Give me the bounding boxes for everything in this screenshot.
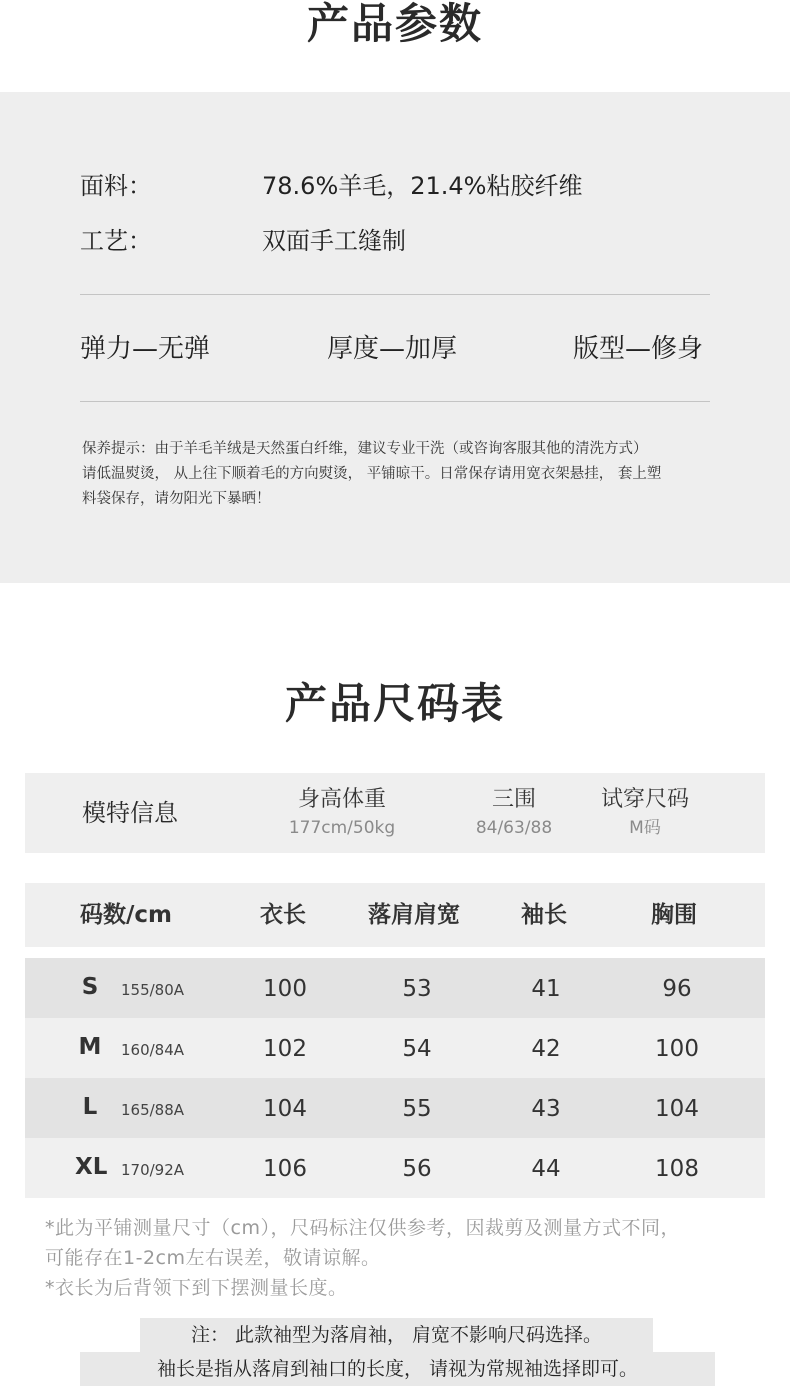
chest-value: 96 (662, 976, 692, 1002)
note-line: *此为平铺测量尺寸（cm），尺码标注仅供参考，因裁剪及测量方式不同， (45, 1217, 680, 1239)
header-chest: 胸围 (651, 902, 697, 928)
sleeve-note-box: 袖长是指从落肩到袖口的长度， 请视为常规袖选择即可。 (80, 1352, 715, 1386)
chest-value: 100 (655, 1036, 699, 1062)
craft-label: 工艺： (80, 227, 152, 255)
model-col-value: 177cm/50kg (288, 818, 396, 838)
shoulder-value: 53 (402, 976, 432, 1002)
size-code: S (81, 974, 99, 1000)
size-table-header (25, 883, 765, 947)
header-size: 码数/cm (80, 902, 172, 928)
divider (80, 401, 710, 402)
sleeve-value: 42 (531, 1036, 561, 1062)
chest-value: 108 (655, 1156, 699, 1182)
size-chart-title: 产品尺码表 (284, 679, 505, 728)
params-title: 产品参数 (306, 0, 483, 48)
model-height-weight (275, 785, 409, 841)
model-col-title: 试穿尺码 (600, 787, 689, 812)
length-value: 102 (263, 1036, 307, 1062)
elasticity-attr: 弹力—无弹 (80, 334, 211, 364)
model-measurements (455, 785, 573, 841)
fit-attr: 版型—修身 (573, 334, 704, 364)
params-panel (0, 92, 790, 583)
care-line: 保养提示：由于羊毛羊绒是天然蛋白纤维，建议专业干洗（或咨询客服其他的清洗方式） (82, 441, 648, 457)
model-trial-size (585, 785, 705, 841)
model-info-label: 模特信息 (82, 799, 178, 827)
size-height: 155/80A (121, 981, 185, 999)
care-instructions (82, 437, 722, 512)
length-value: 104 (263, 1096, 307, 1122)
fabric-label: 面料： (80, 172, 152, 200)
table-row (25, 1138, 765, 1198)
size-height: 170/92A (121, 1161, 185, 1179)
thickness-attr: 厚度—加厚 (327, 334, 458, 364)
size-code: XL (75, 1154, 108, 1180)
size-height: 165/88A (121, 1101, 185, 1119)
model-col-value: M码 (629, 818, 661, 838)
sleeve-value: 41 (531, 976, 561, 1002)
table-row (25, 1018, 765, 1078)
header-shoulder: 落肩肩宽 (368, 902, 460, 928)
header-length: 衣长 (260, 902, 306, 928)
shoulder-value: 54 (402, 1036, 432, 1062)
header-sleeve: 袖长 (521, 902, 567, 928)
size-height: 160/84A (121, 1041, 185, 1059)
craft-value: 双面手工缝制 (262, 227, 406, 255)
fabric-value: 78.6%羊毛，21.4%粘胶纤维 (262, 172, 583, 200)
sleeve-value: 44 (531, 1156, 561, 1182)
divider (80, 294, 710, 295)
length-value: 100 (263, 976, 307, 1002)
chest-value: 104 (655, 1096, 699, 1122)
size-code: M (78, 1034, 102, 1060)
model-info-bar (25, 773, 765, 853)
size-code: L (82, 1094, 98, 1120)
care-line: 料袋保存，请勿阳光下暴晒！ (82, 491, 271, 507)
table-row (25, 958, 765, 1018)
length-value: 106 (263, 1156, 307, 1182)
note-line: 可能存在1-2cm左右误差，敬请谅解。 (45, 1247, 381, 1269)
model-col-title: 身高体重 (297, 787, 386, 812)
shoulder-value: 56 (402, 1156, 432, 1182)
measurement-notes (45, 1213, 765, 1303)
table-row (25, 1078, 765, 1138)
model-col-title: 三围 (491, 787, 536, 812)
shoulder-note-box: 注： 此款袖型为落肩袖， 肩宽不影响尺码选择。 (140, 1318, 653, 1352)
care-line: 请低温熨烫， 从上往下顺着毛的方向熨烫， 平铺晾干。日常保存请用宽衣架悬挂， 套上塑 (82, 466, 662, 482)
note-line: *衣长为后背领下到下摆测量长度。 (45, 1277, 348, 1299)
model-col-value: 84/63/88 (475, 818, 553, 838)
shoulder-value: 55 (402, 1096, 432, 1122)
sleeve-value: 43 (531, 1096, 561, 1122)
